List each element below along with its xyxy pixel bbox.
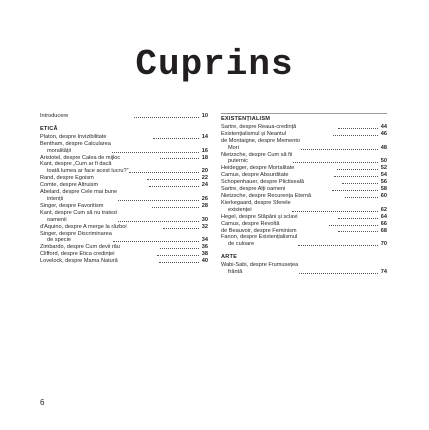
toc-entry-title — [40, 251, 156, 258]
toc-entry[interactable] — [221, 131, 387, 138]
toc-entry[interactable] — [40, 210, 208, 224]
toc-entry[interactable] — [40, 224, 208, 231]
dot-leader — [152, 207, 199, 208]
toc-entry-title — [221, 179, 341, 186]
toc-entry-line2: toată lumea ar face acest lucru?” — [47, 168, 129, 175]
toc-entry-title — [40, 203, 151, 210]
dot-leader — [163, 228, 199, 229]
toc-entry[interactable] — [40, 231, 208, 245]
toc-entry-line1: Hegel, despre Stăpâni și sclavi — [221, 213, 298, 220]
toc-entry-title — [221, 165, 336, 172]
dot-leader — [157, 255, 199, 256]
toc-entry-title — [40, 161, 128, 175]
dot-leader — [159, 262, 199, 263]
toc-entry-title — [40, 182, 148, 189]
toc-entry-title — [221, 138, 300, 152]
toc-entry[interactable] — [40, 175, 208, 182]
dot-leader — [160, 248, 199, 249]
toc-entry-line2: Mori — [228, 144, 239, 151]
toc-entry-page: 52 — [380, 165, 388, 172]
toc-entry[interactable] — [40, 161, 208, 175]
toc-entry[interactable] — [40, 134, 208, 141]
toc-entry-page: 50 — [380, 158, 387, 165]
toc-entry-title — [221, 214, 337, 221]
dot-leader — [293, 162, 378, 163]
toc-entry[interactable] — [221, 165, 387, 172]
toc-list-etica — [40, 134, 208, 265]
toc-entry-line2: frântă — [228, 269, 243, 276]
toc-entry-title — [221, 228, 337, 235]
toc-entry-line2: oamenii — [47, 216, 67, 223]
toc-entry[interactable] — [221, 186, 387, 193]
toc-entry-page: 16 — [201, 147, 208, 154]
toc-entry-line1: de Beauvoir, despre Feminism — [221, 227, 297, 234]
section-heading-etica: ETICĂ — [40, 125, 58, 132]
toc-entry-line1: Aristotel, despre Calea de mijloc — [40, 154, 121, 161]
dot-leader — [149, 186, 199, 187]
toc-entry-line2: intenții — [47, 195, 64, 202]
toc-entry-page: 14 — [201, 133, 209, 140]
toc-entry-title — [40, 141, 111, 155]
toc-entry-title — [40, 155, 159, 162]
toc-entry-page: 26 — [201, 195, 208, 202]
toc-entry-title — [40, 224, 162, 231]
toc-entry[interactable] — [40, 182, 208, 189]
toc-entry-page: 20 — [201, 168, 208, 175]
toc-entry-line1: Sartre, despre Alți oameni — [221, 186, 286, 193]
toc-entry-line1: Sartre, despre Reaua-credință — [221, 123, 297, 130]
toc-entry-page: 36 — [201, 244, 208, 251]
toc-entry[interactable] — [221, 221, 387, 228]
toc-entry-title — [221, 193, 344, 200]
toc-list-arte — [221, 262, 387, 276]
toc-entry-line1: de Montaigne, despre Memento — [221, 137, 300, 144]
toc-entry-title — [221, 200, 291, 214]
toc-entry-page: 68 — [380, 227, 387, 234]
toc-entry-line1: Abelard, despre Cele mai bune — [40, 189, 118, 196]
dot-leader — [129, 172, 199, 173]
toc-entry-line1: Lovelock, despre Mama Natură — [40, 258, 118, 265]
toc-entry-line2: existenței — [228, 206, 252, 213]
toc-entry-line1: Zimbardo, despre Cum devii rău — [40, 244, 120, 251]
dot-leader — [332, 190, 378, 191]
dot-leader — [153, 138, 199, 139]
toc-entry-title — [221, 186, 331, 193]
toc-entry[interactable] — [40, 189, 208, 203]
toc-entry[interactable] — [221, 152, 387, 166]
dot-leader — [112, 152, 199, 153]
toc-entry-line1: Platon, despre Invizibilitate — [40, 133, 107, 140]
dot-leader — [113, 241, 199, 242]
dot-leader — [299, 273, 378, 274]
toc-entry-title: Introducere — [40, 113, 69, 119]
toc-entry-line1: Nietzsche, despre Recurența Eternă — [221, 192, 312, 199]
toc-entry-line1: Kierkegaard, despre Sferele — [221, 199, 291, 206]
toc-entry[interactable] — [40, 244, 208, 251]
toc-entry-line2: puternic — [228, 158, 248, 165]
toc-entry-page: 70 — [380, 241, 387, 248]
dot-leader — [338, 128, 378, 129]
dot-leader — [298, 245, 378, 246]
toc-entry[interactable] — [221, 124, 387, 131]
toc-entry-title — [40, 231, 112, 245]
toc-entry-title — [221, 221, 328, 228]
toc-entry-line1: Comte, despre Altruism — [40, 182, 99, 189]
toc-entry-page: 18 — [201, 154, 208, 161]
toc-entry-page: 64 — [380, 213, 387, 220]
dot-leader — [301, 149, 378, 150]
toc-entry-page: 74 — [380, 269, 387, 276]
dot-leader — [160, 158, 199, 159]
toc-entry-page: 62 — [380, 206, 387, 213]
toc-entry-line1: Bentham, despre Calcularea — [40, 140, 111, 147]
toc-entry[interactable] — [221, 200, 387, 214]
toc-entry[interactable] — [40, 155, 208, 162]
toc-entry-page: 38 — [201, 251, 208, 258]
column-rule — [221, 113, 387, 114]
page-number: 6 — [40, 398, 45, 407]
toc-entry-page: 44 — [380, 123, 387, 130]
dot-leader — [337, 169, 378, 170]
toc-entry-line1: Wabi-Sabi, despre Frumusețea — [221, 262, 299, 269]
toc-entry-page: 46 — [380, 130, 388, 137]
toc-entry-title — [40, 210, 117, 224]
toc-entry-line1: Rand, despre Egoism — [40, 175, 94, 182]
toc-entry-page: 24 — [201, 182, 209, 189]
toc-entry-line1: Heidegger, despre Mortalitate — [221, 165, 295, 172]
toc-entry-line1: Singer, despre Discriminarea — [40, 230, 112, 237]
toc-entry-line1: Schopenhauer, despre Plictiseală — [221, 179, 305, 186]
toc-entry-title — [221, 234, 297, 248]
dot-leader — [334, 176, 378, 177]
toc-entry-title — [40, 189, 117, 203]
toc-entry-page: 60 — [380, 192, 388, 199]
dot-leader — [118, 221, 199, 222]
dot-leader — [345, 197, 378, 198]
toc-right-column — [221, 113, 387, 276]
toc-entry-line2: de culoare — [228, 241, 255, 248]
dot-leader — [329, 225, 378, 226]
toc-entry-title — [221, 262, 298, 276]
toc-entry-line1: Kant, despre Cum să nu tratezi — [40, 209, 118, 216]
toc-entry-title — [40, 175, 146, 182]
toc-entry[interactable] — [221, 172, 387, 179]
toc-entry-page: 66 — [380, 220, 388, 227]
toc-entry[interactable] — [40, 203, 208, 210]
dot-leader — [292, 211, 378, 212]
toc-entry-line1: Clifford, despre Etica credinței — [40, 251, 115, 258]
section-heading-arte: ARTE — [221, 254, 238, 261]
toc-entry[interactable] — [221, 234, 387, 248]
toc-entry[interactable] — [221, 228, 387, 235]
dot-leader — [338, 218, 378, 219]
dot-leader — [338, 231, 378, 232]
dot-leader — [147, 179, 199, 180]
section-heading-existentialism: EXISTENȚIALISM — [221, 116, 271, 122]
toc-entry-line1: Singer, despre Favoritism — [40, 202, 104, 209]
toc-entry-line1: Camus, despre Revoltă — [221, 220, 280, 227]
toc-entry-title — [221, 172, 333, 179]
toc-entry-page: 10 — [201, 113, 209, 119]
toc-entry-line1: Nietzsche, despre Cum să fii — [221, 151, 293, 158]
toc-entry-page: 40 — [201, 258, 209, 265]
toc-entry[interactable] — [221, 138, 387, 152]
toc-entry-page: 34 — [201, 237, 208, 244]
toc-entry-line2: moralității — [47, 147, 71, 154]
toc-entry-title — [221, 152, 292, 166]
toc-entry-title — [221, 131, 332, 138]
toc-entry[interactable] — [40, 251, 208, 258]
toc-entry[interactable] — [40, 258, 208, 265]
toc-entry-page: 58 — [380, 186, 387, 193]
toc-entry[interactable] — [221, 214, 387, 221]
toc-entry-title — [40, 244, 159, 251]
toc-entry-line1: Fanon, despre Existențialismul — [221, 234, 298, 241]
toc-entry-line2: de specie — [47, 237, 71, 244]
toc-entry-line1: d'Aquino, despre A merge la război — [40, 223, 127, 230]
toc-left-column — [40, 113, 208, 265]
toc-entry-title — [221, 124, 337, 131]
toc-entry-page: 56 — [380, 179, 387, 186]
toc-entry-page: 32 — [201, 223, 208, 230]
toc-entry-page: 48 — [380, 144, 387, 151]
dot-leader — [342, 183, 378, 184]
toc-entry[interactable] — [221, 262, 387, 276]
toc-entry-intro[interactable] — [40, 113, 208, 120]
toc-entry-title — [40, 258, 158, 265]
toc-entry-page: 22 — [201, 175, 209, 182]
page-title: Cuprins — [135, 44, 294, 85]
toc-entry-page: 30 — [201, 216, 208, 223]
toc-entry-line1: Existențialismul și Neantul — [221, 130, 286, 137]
toc-entry-line1: Camus, despre Absurditate — [221, 172, 289, 179]
dot-leader — [118, 200, 199, 201]
toc-entry-page: 54 — [380, 172, 388, 179]
toc-entry[interactable] — [221, 179, 387, 186]
toc-list-existentialism — [221, 124, 387, 248]
dot-leader — [333, 135, 379, 136]
toc-entry-page: 28 — [201, 202, 209, 209]
toc-entry-title — [40, 134, 152, 141]
dot-leader — [134, 117, 199, 118]
toc-entry[interactable] — [40, 141, 208, 155]
toc-entry-line1: Kant, despre „Cum ar fi dacă — [40, 161, 112, 168]
toc-entry[interactable] — [221, 193, 387, 200]
